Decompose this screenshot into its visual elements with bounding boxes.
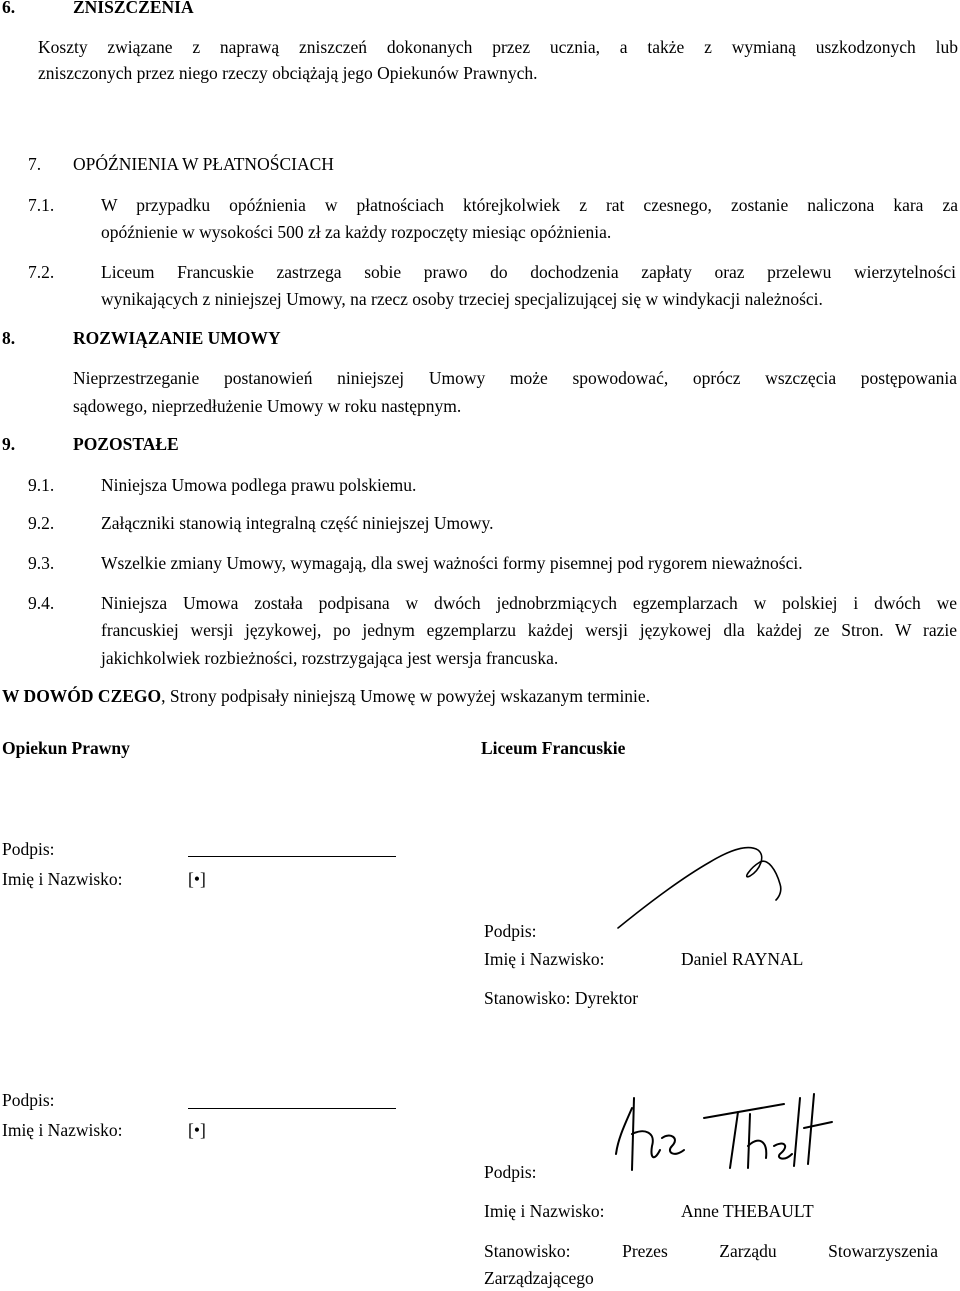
clause-9-4-line1: Niniejsza Umowa została podpisana w dwóch jednobrzmiących egzemplarzach w polskiej i dwóch we bbox=[101, 593, 957, 613]
signer2-sign-label: Podpis: bbox=[484, 1162, 537, 1182]
clause-9-4-line2: francuskiej wersji językowej, po jednym egzemplarzu każdej wersji językowej dla każdej ze Stron. W razie bbox=[101, 620, 957, 640]
signer1-sign-label: Podpis: bbox=[484, 921, 537, 941]
clause-9-2-text: Załączniki stanowią integralną część niniejszej Umowy. bbox=[101, 513, 494, 533]
clause-7-2-number: 7.2. bbox=[28, 262, 55, 282]
clause-9-4-line3: jakichkolwiek rozbieżności, rozstrzygająca jest wersja francuska. bbox=[101, 648, 559, 668]
section-6-text-line2: zniszczonych przez niego rzeczy obciążają jego Opiekunów Prawnych. bbox=[38, 63, 538, 83]
clause-9-2-number: 9.2. bbox=[28, 513, 55, 533]
clause-9-3-text: Wszelkie zmiany Umowy, wymagają, dla swej ważności formy pisemnej pod rygorem nieważności. bbox=[101, 553, 803, 573]
clause-7-1-line2: opóźnienie w wysokości 500 zł za każdy rozpoczęty miesiąc opóżnienia. bbox=[101, 222, 612, 242]
signer2-name-value: Anne THEBAULT bbox=[681, 1201, 814, 1221]
guardian2-sign-label: Podpis: bbox=[2, 1090, 55, 1110]
clause-9-3-number: 9.3. bbox=[28, 553, 55, 573]
guardian1-name-value[interactable]: [•] bbox=[188, 869, 206, 889]
clause-9-1-number: 9.1. bbox=[28, 475, 55, 495]
closing-statement bbox=[2, 686, 650, 707]
section-8-text-line2: sądowego, nieprzedłużenie Umowy w roku następnym. bbox=[73, 396, 462, 416]
section-8-title: ROZWIĄZANIE UMOWY bbox=[73, 328, 281, 348]
signer1-name-value: Daniel RAYNAL bbox=[681, 949, 804, 969]
section-6-text-line1: Koszty związane z naprawą zniszczeń dokonanych przez ucznia, a także z wymianą uszkodzonych lub bbox=[38, 37, 958, 57]
signer2-position-line1: Stanowisko: Prezes Zarządu Stowarzyszenia bbox=[484, 1241, 938, 1261]
signer2-name-label: Imię i Nazwisko: bbox=[484, 1201, 605, 1221]
section-8-text-line1: Nieprzestrzeganie postanowień niniejszej Umowy może spowodować, oprócz wszczęcia postępowania bbox=[73, 368, 957, 388]
clause-7-2-line2: wynikających z niniejszej Umowy, na rzecz osoby trzeciej specjalizującej się w windykacji należności. bbox=[101, 289, 823, 309]
section-6-title: ZNISZCZENIA bbox=[73, 0, 194, 17]
guardian1-name-label: Imię i Nazwisko: bbox=[2, 869, 123, 889]
section-7-title: OPÓŹNIENIA W PŁATNOŚCIACH bbox=[73, 154, 334, 174]
closing-bold: W DOWÓD CZEGO bbox=[2, 686, 162, 706]
guardian2-name-value[interactable]: [•] bbox=[188, 1120, 206, 1140]
signer1-position: Stanowisko: Dyrektor bbox=[484, 988, 639, 1008]
section-9-number: 9. bbox=[2, 434, 16, 454]
clause-9-1-text: Niniejsza Umowa podlega prawu polskiemu. bbox=[101, 475, 417, 495]
signature-thebault bbox=[608, 1088, 838, 1183]
closing-rest: , Strony podpisały niniejszą Umowę w powyżej wskazanym terminie. bbox=[161, 686, 651, 706]
guardian1-signature-line[interactable] bbox=[188, 856, 396, 857]
guardian2-name-label: Imię i Nazwisko: bbox=[2, 1120, 123, 1140]
party-school-heading: Liceum Francuskie bbox=[481, 738, 626, 758]
section-8-number: 8. bbox=[2, 328, 16, 348]
guardian1-sign-label: Podpis: bbox=[2, 839, 55, 859]
clause-9-4-number: 9.4. bbox=[28, 593, 55, 613]
section-6-number: 6. bbox=[2, 0, 16, 17]
signer2-position-line2: Zarządzającego bbox=[484, 1268, 594, 1288]
clause-7-1-number: 7.1. bbox=[28, 195, 55, 215]
clause-7-2-line1: Liceum Francuskie zastrzega sobie prawo do dochodzenia zapłaty oraz przelewu wierzytelności bbox=[101, 262, 956, 282]
signature-raynal bbox=[610, 840, 800, 940]
section-9-title: POZOSTAŁE bbox=[73, 434, 179, 454]
clause-7-1-line1: W przypadku opóźnienia w płatnościach którejkolwiek z rat czesnego, zostanie naliczona kara za bbox=[101, 195, 958, 215]
guardian2-signature-line[interactable] bbox=[188, 1108, 396, 1109]
party-guardian-heading: Opiekun Prawny bbox=[2, 738, 130, 758]
signer1-name-label: Imię i Nazwisko: bbox=[484, 949, 605, 969]
section-7-number: 7. bbox=[28, 154, 42, 174]
